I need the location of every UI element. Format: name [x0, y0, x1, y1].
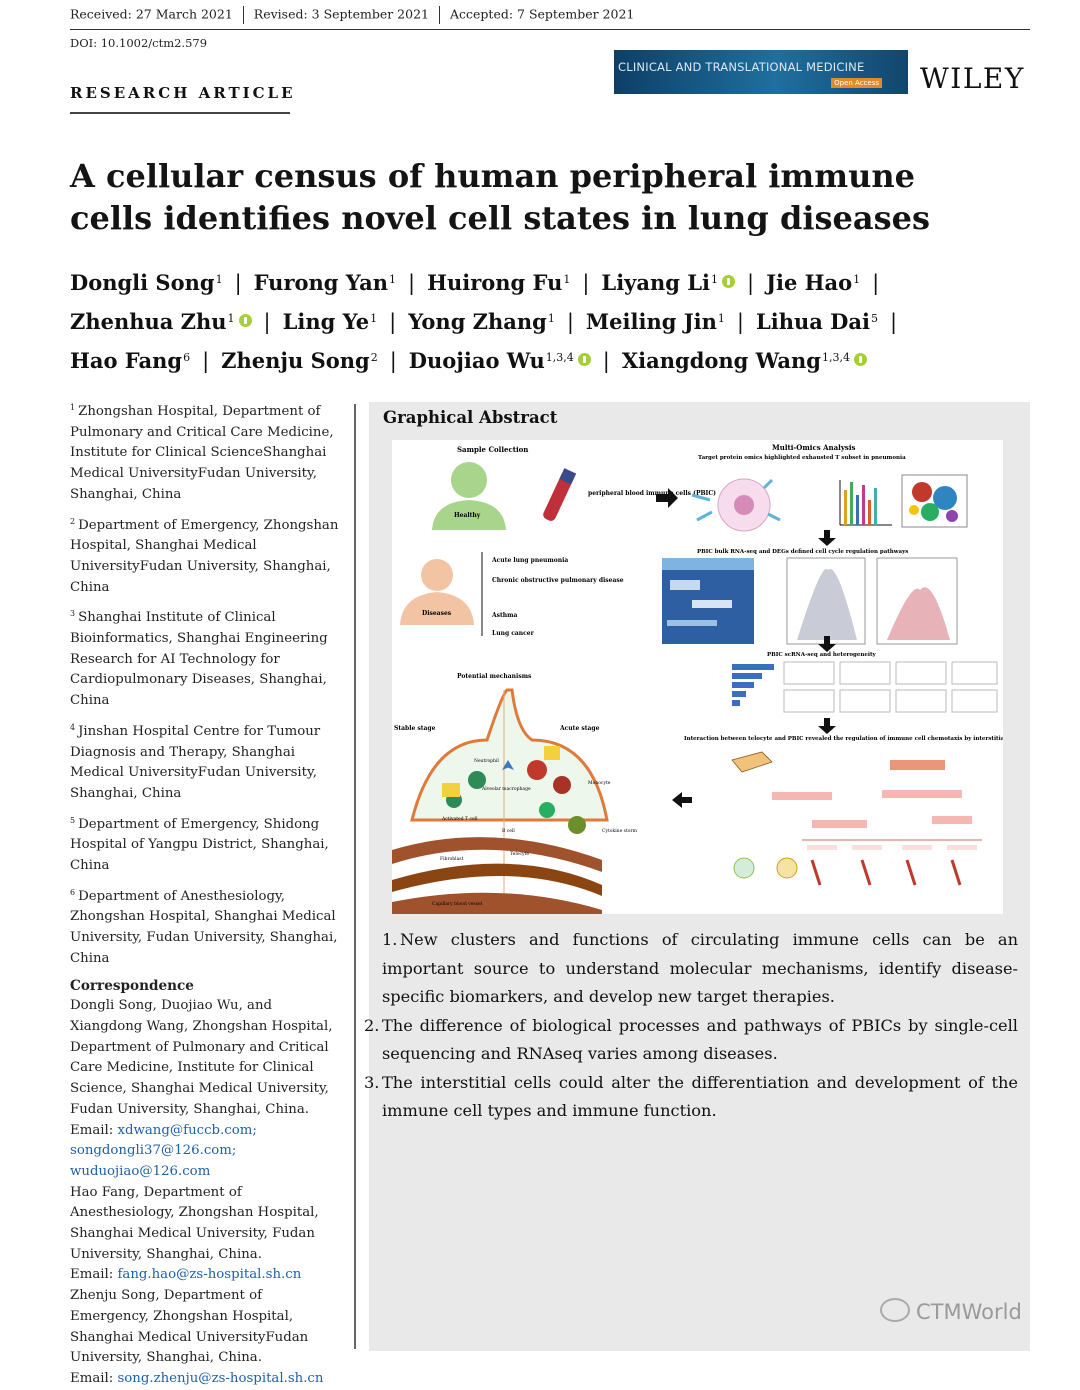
affiliation-text: Department of Emergency, Shidong Hospital of Yangpu District, Shanghai, China: [70, 816, 329, 874]
author-separator: |: [389, 310, 397, 334]
affiliation-list: [70, 398, 342, 970]
email-link[interactable]: xdwang@fuccb.com; songdongli37@126.com; wuduojiao@126.com: [70, 1122, 257, 1179]
journal-name: CLINICAL AND TRANSLATIONAL MEDICINE: [618, 60, 865, 74]
author-affiliation-number: 2: [370, 351, 378, 364]
author-name[interactable]: [622, 348, 867, 373]
fig-telocyte: Telocyte: [510, 852, 529, 857]
author-separator: |: [408, 271, 416, 295]
author-affiliation-number: 1: [547, 312, 555, 325]
author-name[interactable]: [756, 309, 878, 334]
author-name-text: Xiangdong Wang: [621, 348, 821, 373]
accepted-date: Accepted: 7 September 2021: [450, 6, 635, 22]
healthy-person-icon: [432, 462, 506, 530]
author-affiliation-number: 1,3,4: [545, 351, 574, 364]
bar-chart-icon: [732, 664, 774, 706]
date-separator: [439, 6, 440, 24]
affiliation-number: 4: [70, 722, 76, 732]
orcid-icon[interactable]: [854, 353, 867, 366]
correspondence-block: [70, 996, 342, 1120]
fig-cell-monocyte: Monocyte: [588, 781, 611, 786]
article-dates: [70, 6, 634, 24]
email-link[interactable]: song.zhenju@zs-hospital.sh.cn: [117, 1370, 324, 1386]
author-name[interactable]: [766, 270, 860, 295]
affiliation-text: Jinshan Hospital Centre for Tumour Diagnosis and Therapy, Shanghai Medical UniversityFudan University, Shanghai, China: [70, 723, 321, 801]
author-name[interactable]: [221, 348, 378, 373]
affiliation-text: Zhongshan Hospital, Department of Pulmonary and Critical Care Medicine, Institute for Clinical ScienceShanghai Medical UniversityFudan University, Shanghai, China: [70, 404, 334, 502]
point-text: The difference of biological processes and pathways of PBICs by single-cell sequencing and RNAseq varies among diseases.: [382, 1015, 1018, 1063]
correspondence-email: [70, 1265, 342, 1286]
affiliation-item: [70, 811, 342, 877]
fig-capillary: Capillary blood vessel: [432, 902, 483, 907]
abstract-illustration: [392, 440, 1003, 914]
received-date: Received: 27 March 2021: [70, 6, 233, 22]
fig-disease-4: Lung cancer: [492, 630, 534, 637]
fig-diseases-label: Diseases: [422, 610, 452, 617]
fig-multi-omics-sub: Target protein omics highlighted exhausted T subset in pneumonia: [698, 455, 906, 461]
affiliation-item: [70, 512, 342, 599]
experiment-workflow: [732, 752, 982, 885]
author-name-text: Zhenhua Zhu: [70, 309, 227, 334]
abstract-point: [382, 926, 1018, 1012]
fig-cell-neutrophil: Neutrophil: [474, 759, 499, 764]
author-affiliation-number: 1: [370, 312, 378, 325]
spectrum-chart-icon: [840, 480, 892, 525]
author-name[interactable]: [254, 270, 396, 295]
down-arrow-icon: [818, 530, 836, 546]
fig-cytokine-storm: Cytokine storm: [602, 829, 637, 834]
left-arrow-icon: [672, 792, 692, 808]
correspondence-text: Dongli Song, Duojiao Wu, and Xiangdong Wang, Zhongshan Hospital, Department of Pulmonary and Critical Care Medicine, Institute for Clinical Science, Shanghai Medical University, Fudan University, Shanghai, China.: [70, 998, 333, 1117]
affiliation-number: 1: [70, 403, 76, 412]
graphical-abstract-figure: [392, 440, 1003, 914]
wechat-icon: [880, 1298, 910, 1322]
author-affiliation-number: 1: [215, 273, 223, 286]
email-label: Email:: [70, 1122, 118, 1138]
author-name-text: Meiling Jin: [585, 309, 717, 334]
email-label: Email:: [70, 1267, 118, 1283]
affiliation-number: 3: [70, 609, 76, 619]
author-name[interactable]: [427, 270, 570, 295]
point-text: The interstitial cells could alter the differentiation and development of the immune cell types and immune function.: [382, 1072, 1018, 1120]
fig-disease-1: Acute lung pneumonia: [492, 557, 569, 564]
author-name[interactable]: [283, 309, 378, 334]
article-title: A cellular census of human peripheral immune cells identifies novel cell states in lung diseases: [70, 157, 930, 237]
correspondence-email: [70, 1121, 342, 1183]
orcid-icon[interactable]: [578, 353, 591, 366]
correspondence-text: Zhenju Song, Department of Emergency, Zhongshan Hospital, Shanghai Medical UniversityFudan University, Shanghai, China.: [70, 1288, 309, 1366]
fig-bulk-title: PBIC bulk RNA-seq and DEGs defined cell cycle regulation pathways: [697, 549, 909, 555]
author-name-text: Dongli Song: [70, 270, 215, 295]
abstract-point: [364, 1012, 1018, 1069]
affiliations-column: [70, 398, 342, 1390]
affiliation-item: [70, 604, 342, 712]
author-affiliation-number: 6: [183, 351, 191, 364]
author-separator: |: [872, 271, 880, 295]
affiliation-number: 5: [70, 815, 76, 825]
affiliation-number: 6: [70, 887, 76, 897]
fig-stable-stage: Stable stage: [394, 725, 436, 732]
down-arrow-icon: [818, 718, 836, 734]
author-name-text: Liyang Li: [601, 270, 710, 295]
affiliation-text: Department of Anesthesiology, Zhongshan Hospital, Shanghai Medical University, Fudan University, Shanghai, China: [70, 888, 338, 966]
immune-cell-icon: [692, 479, 780, 531]
email-link[interactable]: fang.hao@zs-hospital.sh.cn: [117, 1267, 302, 1283]
volcano-plot-icon: [787, 558, 865, 644]
author-separator: |: [746, 271, 755, 295]
author-name-text: Yong Zhang: [408, 309, 547, 334]
author-separator: |: [389, 349, 397, 373]
author-name[interactable]: [409, 348, 591, 373]
open-access-badge: Open Access: [831, 78, 882, 88]
fig-cell-bcell: B cell: [502, 829, 515, 834]
abstract-point: [364, 1069, 1018, 1126]
author-name-text: Jie Hao: [766, 270, 853, 295]
point-text: New clusters and functions of circulating immune cells can be an important source to understand molecular mechanisms, identify disease-specific biomarkers, and develop new target therapies.: [382, 930, 1018, 1006]
publisher-logo[interactable]: WILEY: [920, 62, 1025, 95]
watermark-text: CTMWorld: [916, 1300, 1022, 1324]
fig-pbic-label: peripheral blood immune cells (PBIC): [588, 490, 716, 497]
email-label: Email:: [70, 1370, 118, 1386]
volcano-plot-icon-2: [877, 558, 957, 644]
author-separator: |: [234, 271, 242, 295]
journal-logo[interactable]: [614, 50, 908, 94]
correspondence-email: [70, 1369, 342, 1390]
author-affiliation-number: 1: [227, 312, 235, 325]
affiliation-text: Department of Emergency, Zhongshan Hospital, Shanghai Medical UniversityFudan University, Shanghai, China: [70, 517, 339, 595]
author-separator: |: [566, 310, 574, 334]
umap-grid-icon: [784, 662, 997, 712]
author-name[interactable]: [70, 348, 190, 373]
author-list: [70, 262, 1050, 379]
author-affiliation-number: 5: [870, 312, 878, 325]
affiliation-number: 2: [70, 516, 76, 526]
fig-sample-collection: Sample Collection: [457, 445, 529, 454]
author-separator: |: [263, 310, 271, 334]
affiliation-item: [70, 883, 342, 970]
author-name-text: Furong Yan: [253, 270, 389, 295]
author-affiliation-number: 1: [853, 273, 861, 286]
author-name-text: Duojiao Wu: [408, 348, 545, 373]
fig-fibroblast: Fibroblast: [440, 857, 464, 862]
alveolus-diagram: [392, 690, 607, 914]
fig-cell-tcell: Activated T cell: [442, 817, 478, 822]
author-affiliation-number: 1: [389, 273, 397, 286]
author-separator: |: [736, 310, 744, 334]
author-separator: |: [602, 349, 610, 373]
author-name[interactable]: [601, 270, 735, 295]
author-name-text: Hao Fang: [70, 348, 183, 373]
heatmap-icon: [662, 558, 754, 644]
fig-multi-omics-title: Multi-Omics Analysis: [772, 443, 856, 452]
article-type-underline: [70, 112, 290, 114]
author-affiliation-number: 1,3,4: [821, 351, 850, 364]
author-name[interactable]: [408, 309, 555, 334]
point-number: 2.: [364, 1015, 380, 1035]
graphical-abstract-points: [364, 926, 1018, 1126]
author-name[interactable]: [70, 270, 223, 295]
fig-disease-2: Chronic obstructive pulmonary disease: [492, 577, 624, 584]
column-divider: [354, 404, 356, 1349]
fig-acute-stage: Acute stage: [560, 725, 600, 732]
doi-link[interactable]: DOI: 10.1002/ctm2.579: [70, 36, 208, 50]
fig-scrna-title: PBIC scRNA-seq and heterogeneity: [767, 652, 876, 658]
date-separator: [243, 6, 244, 24]
watermark: [880, 1298, 1022, 1324]
graphical-abstract-heading: Graphical Abstract: [383, 408, 558, 427]
point-number: 3.: [364, 1072, 380, 1092]
header-rule: [70, 29, 1030, 30]
blood-tube-icon: [542, 468, 577, 522]
orcid-icon[interactable]: [722, 275, 735, 288]
orcid-icon[interactable]: [239, 314, 252, 327]
author-separator: |: [202, 349, 210, 373]
author-separator: |: [889, 310, 898, 334]
fig-disease-3: Asthma: [492, 612, 518, 619]
correspondence-block: [70, 1183, 342, 1266]
author-name[interactable]: [70, 309, 252, 334]
correspondence-text: Hao Fang, Department of Anesthesiology, Zhongshan Hospital, Shanghai Medical University, Fudan University, Shanghai, China.: [70, 1184, 319, 1262]
revised-date: Revised: 3 September 2021: [253, 6, 429, 22]
affiliation-item: [70, 718, 342, 805]
affiliation-text: Shanghai Institute of Clinical Bioinformatics, Shanghai Engineering Research for AI Technology for Cardiopulmonary Diseases, Shanghai, China: [70, 610, 328, 709]
author-name[interactable]: [586, 309, 725, 334]
affiliation-item: [70, 398, 342, 506]
author-name-text: Lihua Dai: [755, 309, 870, 334]
author-affiliation-number: 1: [717, 312, 725, 325]
correspondence-block: [70, 1286, 342, 1369]
fig-healthy-label: Healthy: [454, 512, 481, 519]
article-type: RESEARCH ARTICLE: [70, 84, 296, 102]
author-separator: |: [582, 271, 590, 295]
author-name-text: Ling Ye: [282, 309, 370, 334]
author-affiliation-number: 1: [710, 273, 718, 286]
fig-cell-macrophage: Alveolar macrophage: [482, 787, 531, 792]
tsne-plot-icon: [902, 475, 967, 527]
fig-potential-mechanisms: Potential mechanisms: [457, 673, 532, 680]
point-number: 1.: [382, 930, 398, 949]
author-affiliation-number: 1: [563, 273, 571, 286]
fig-interaction-title: Interaction between telocyte and PBIC revealed the regulation of immune cell chemotaxis by interstitial telocyte: [684, 736, 1003, 742]
correspondence-heading: Correspondence: [70, 977, 194, 994]
author-name-text: Zhenju Song: [221, 348, 370, 373]
author-name-text: Huirong Fu: [427, 270, 563, 295]
